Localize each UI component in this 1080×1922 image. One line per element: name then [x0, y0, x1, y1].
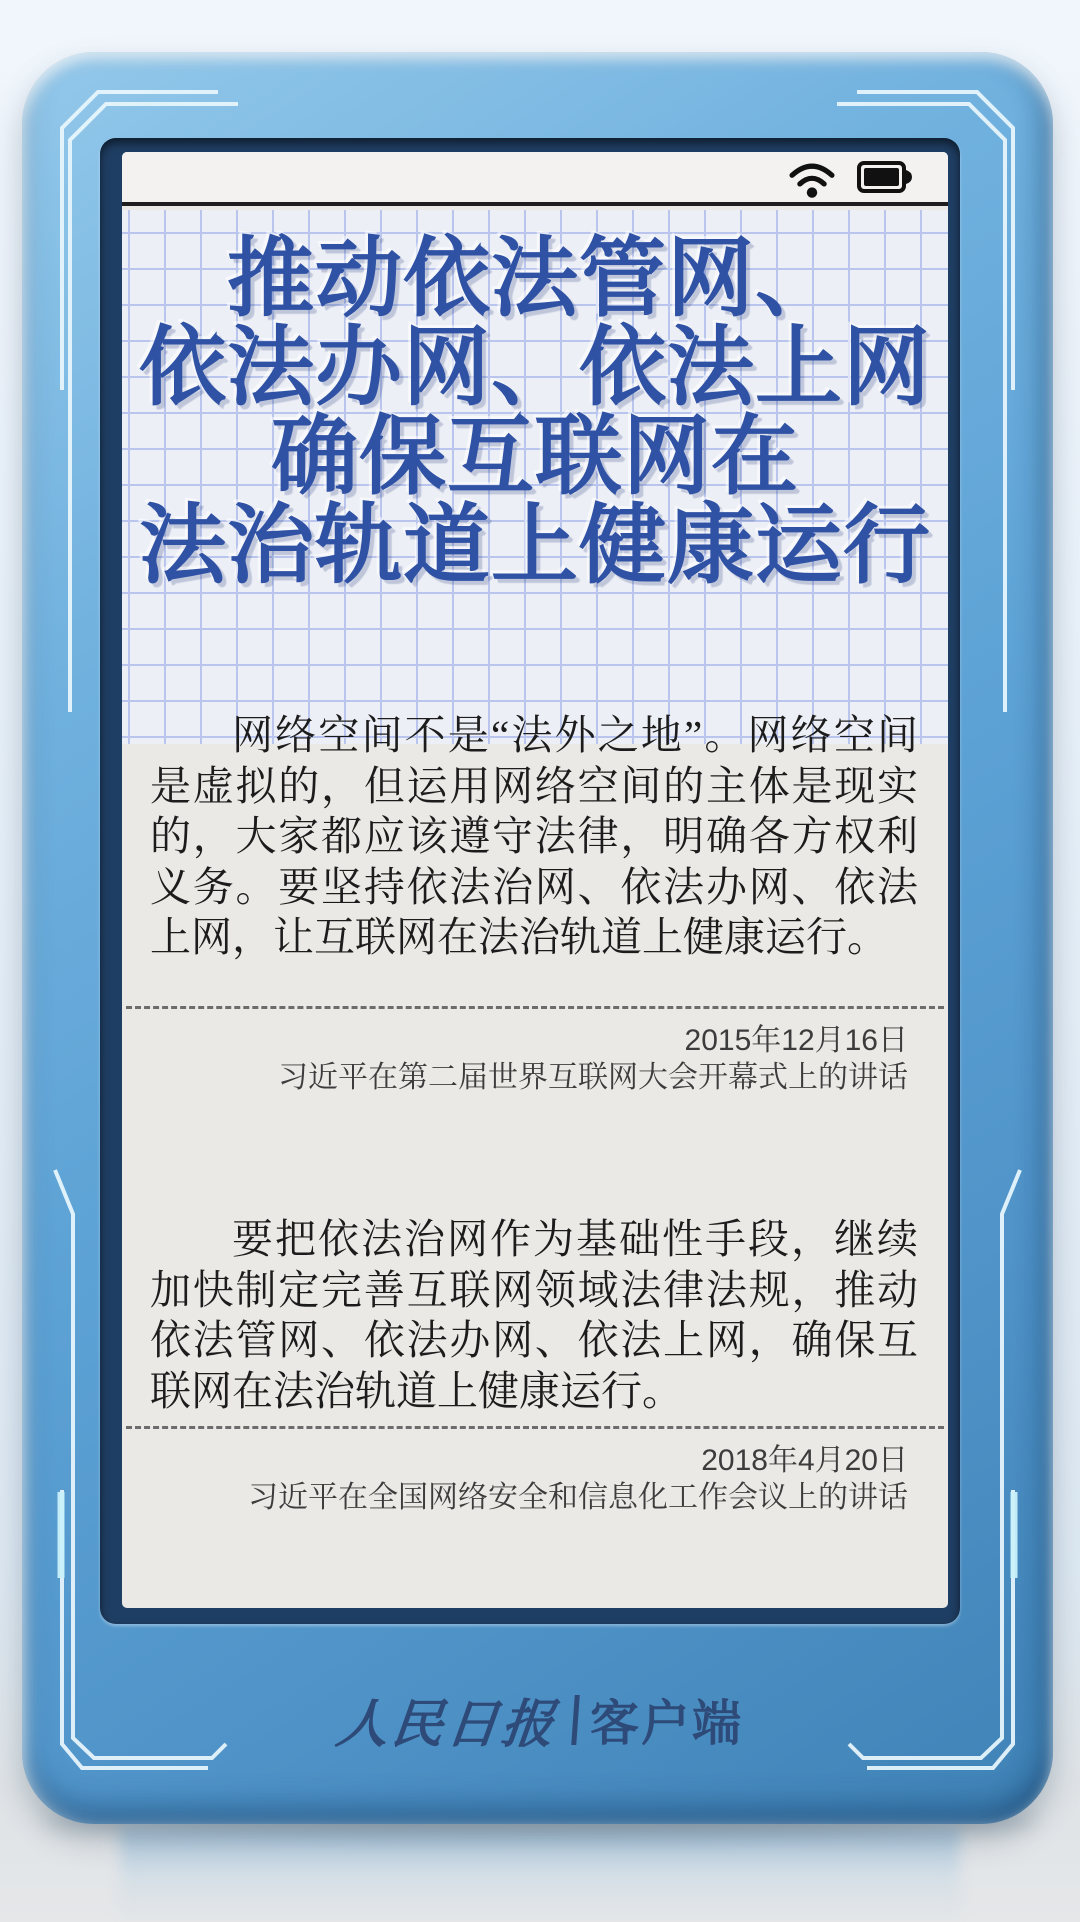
device-reflection	[120, 1828, 960, 1922]
quote-1-source: 习近平在第二届世界互联网大会开幕式上的讲话	[278, 1061, 908, 1094]
quote-2-text: 要把依法治网作为基础性手段，继续加快制定完善互联网领域法律法规，推动依法管网、依法办网、依法上网，确保互联网在法治轨道上健康运行。	[150, 1216, 918, 1414]
battery-full-icon	[856, 157, 914, 197]
peoples-daily-masthead: 人民日报	[333, 1697, 560, 1754]
quote-2-date: 2018年4月20日	[701, 1444, 908, 1477]
quote-1-date: 2015年12月16日	[684, 1024, 908, 1057]
client-label: 客户端	[590, 1696, 744, 1751]
quote-2-attribution	[248, 1442, 908, 1516]
title-line-1: 推动依法管网、	[227, 230, 843, 327]
title-line-2: 依法办网、依法上网	[139, 319, 931, 416]
quote-2-source: 习近平在全国网络安全和信息化工作会议上的讲话	[248, 1481, 908, 1514]
quote-1-divider	[126, 1006, 944, 1009]
title-line-4: 法治轨道上健康运行	[139, 497, 931, 594]
peoples-daily-client-logo	[0, 1682, 1080, 1757]
quote-1-attribution	[278, 1022, 908, 1096]
poster-title	[122, 210, 948, 594]
grid-paper-band	[122, 210, 948, 744]
wifi-icon	[786, 155, 838, 199]
status-bar	[122, 152, 948, 206]
title-line-3: 确保互联网在	[271, 408, 799, 505]
quote-2-divider	[126, 1426, 944, 1429]
logo-divider-bar	[571, 1695, 579, 1745]
device-screen	[122, 152, 948, 1608]
quote-1-text: 网络空间不是“法外之地”。网络空间是虚拟的，但运用网络空间的主体是现实的，大家都应该遵守法律，明确各方权利义务。要坚持依法治网、依法办网、依法上网，让互联网在法治轨道上健康运行。	[150, 712, 918, 960]
